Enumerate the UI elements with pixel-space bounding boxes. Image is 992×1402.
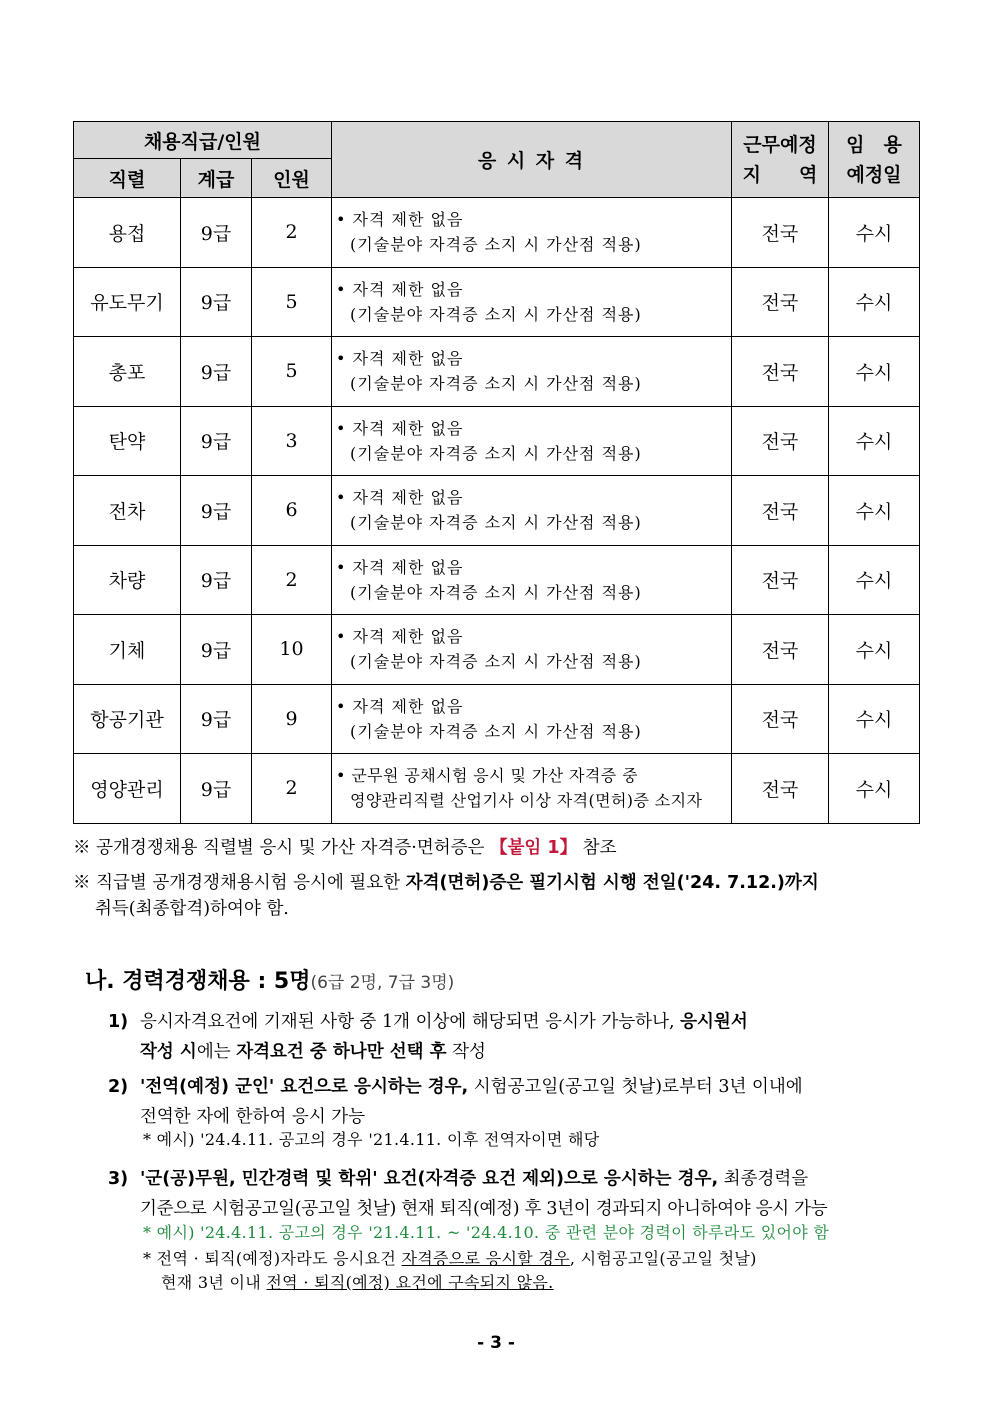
cell-qualification xyxy=(332,684,732,754)
item-1-text-b: 응시원서 xyxy=(680,1012,748,1032)
qual-line1: • 자격 제한 없음 xyxy=(336,210,464,230)
item-3-number: 3) xyxy=(108,1169,129,1189)
cell-grade: 9급 xyxy=(181,615,252,685)
cell-count: 2 xyxy=(252,545,332,615)
item-2 xyxy=(108,1072,920,1132)
item-2-text: 시험공고일(공고일 첫날)로부터 3년 이내에 xyxy=(468,1077,803,1097)
cell-count: 5 xyxy=(252,267,332,337)
header-date-line2: 예정일 xyxy=(846,163,902,186)
cell-date: 수시 xyxy=(829,476,920,546)
note2-text: ※ 직급별 공개경쟁채용시험 응시에 필요한 xyxy=(73,873,406,893)
cell-date: 수시 xyxy=(829,754,920,824)
table-row xyxy=(74,337,920,407)
note1-suffix: 참조 xyxy=(577,838,617,858)
cell-region: 전국 xyxy=(732,406,829,476)
cell-count: 6 xyxy=(252,476,332,546)
header-grade: 계급 xyxy=(181,159,252,198)
note-certificates xyxy=(73,835,616,861)
cell-grade: 9급 xyxy=(181,267,252,337)
header-region xyxy=(732,122,829,198)
cell-count: 2 xyxy=(252,754,332,824)
cell-region: 전국 xyxy=(732,754,829,824)
item-1 xyxy=(108,1007,920,1067)
cell-region: 전국 xyxy=(732,337,829,407)
cell-series: 전차 xyxy=(74,476,181,546)
header-count: 인원 xyxy=(252,159,332,198)
header-date-line1: 임 용 xyxy=(846,133,902,156)
item-2-example: * 예시) '24.4.11. 공고의 경우 '21.4.11. 이후 전역자이면 해당 xyxy=(143,1130,600,1149)
cell-series: 유도무기 xyxy=(74,267,181,337)
qual-line2: (기술분야 자격증 소지 시 가산점 적용) xyxy=(350,721,642,741)
item-3-bold2: (자격증 요건 제외) xyxy=(417,1169,565,1189)
section-title-text: 나. 경력경쟁채용 : 5명 xyxy=(85,969,311,994)
cell-qualification xyxy=(332,545,732,615)
page-number: - 3 - xyxy=(477,1333,515,1353)
item-1-text-c: 작성 시 xyxy=(140,1042,197,1062)
cell-qualification xyxy=(332,198,732,268)
cell-qualification xyxy=(332,337,732,407)
section-title xyxy=(85,964,454,995)
item-1-text-a: 응시자격요건에 기재된 사항 중 1개 이상에 해당되면 응시가 가능하나, xyxy=(140,1012,681,1032)
cell-qualification xyxy=(332,615,732,685)
cell-count: 9 xyxy=(252,684,332,754)
qual-line1: • 자격 제한 없음 xyxy=(336,557,464,577)
note2-bold: 자격(면허)증은 필기시험 시행 전일('24. 7.12.)까지 xyxy=(405,873,819,893)
qual-line2: (기술분야 자격증 소지 시 가산점 적용) xyxy=(350,652,642,672)
cell-grade: 9급 xyxy=(181,406,252,476)
item-2-number: 2) xyxy=(108,1077,129,1097)
item-3-bold3: 으로 응시하는 경우, xyxy=(564,1169,719,1189)
item-3 xyxy=(108,1164,920,1224)
header-region-line1: 근무예정 xyxy=(743,133,817,156)
header-region-line2: 지 역 xyxy=(742,163,818,186)
qual-line1: • 자격 제한 없음 xyxy=(336,279,464,299)
cell-date: 수시 xyxy=(829,198,920,268)
table-row xyxy=(74,198,920,268)
qual-line2: (기술분야 자격증 소지 시 가산점 적용) xyxy=(350,443,642,463)
cell-region: 전국 xyxy=(732,615,829,685)
cell-region: 전국 xyxy=(732,545,829,615)
cell-series: 항공기관 xyxy=(74,684,181,754)
cell-date: 수시 xyxy=(829,545,920,615)
item-1-number: 1) xyxy=(108,1012,129,1032)
cell-series: 기체 xyxy=(74,615,181,685)
item-3-exception-underline2: 전역 · 퇴직(예정) 요건에 구속되지 않음. xyxy=(266,1273,554,1292)
cell-qualification xyxy=(332,754,732,824)
cell-region: 전국 xyxy=(732,198,829,268)
item-3-exception-a: * 전역 · 퇴직(예정)자라도 응시요건 xyxy=(143,1249,402,1268)
item-2-line2: 전역한 자에 한하여 응시 가능 xyxy=(140,1107,366,1127)
qual-line1: • 자격 제한 없음 xyxy=(336,696,464,716)
cell-series: 총포 xyxy=(74,337,181,407)
qual-line2: (기술분야 자격증 소지 시 가산점 적용) xyxy=(350,304,642,324)
cell-grade: 9급 xyxy=(181,476,252,546)
cell-region: 전국 xyxy=(732,476,829,546)
section-title-detail: (6급 2명, 7급 3명) xyxy=(310,973,455,993)
cell-grade: 9급 xyxy=(181,337,252,407)
table-row xyxy=(74,615,920,685)
cell-series: 탄약 xyxy=(74,406,181,476)
cell-count: 2 xyxy=(252,198,332,268)
note1-text: ※ 공개경쟁채용 직렬별 응시 및 가산 자격증·면허증은 xyxy=(73,838,491,858)
cell-date: 수시 xyxy=(829,615,920,685)
cell-count: 5 xyxy=(252,337,332,407)
cell-date: 수시 xyxy=(829,684,920,754)
note-deadline xyxy=(73,870,923,922)
qual-line1: • 자격 제한 없음 xyxy=(336,418,464,438)
cell-series: 차량 xyxy=(74,545,181,615)
qual-line1: • 자격 제한 없음 xyxy=(336,627,464,647)
attachment-reference: 【붙임 1】 xyxy=(490,838,578,858)
qual-line2: (기술분야 자격증 소지 시 가산점 적용) xyxy=(350,513,642,533)
cell-grade: 9급 xyxy=(181,198,252,268)
cell-series: 영양관리 xyxy=(74,754,181,824)
qual-line2: (기술분야 자격증 소지 시 가산점 적용) xyxy=(350,582,642,602)
item-1-text-e: 자격요건 중 하나만 선택 후 xyxy=(236,1042,447,1062)
cell-qualification xyxy=(332,476,732,546)
header-date xyxy=(829,122,920,198)
cell-date: 수시 xyxy=(829,406,920,476)
qual-line1: • 자격 제한 없음 xyxy=(336,488,464,508)
table-row xyxy=(74,476,920,546)
cell-count: 3 xyxy=(252,406,332,476)
table-row xyxy=(74,406,920,476)
cell-date: 수시 xyxy=(829,267,920,337)
cell-grade: 9급 xyxy=(181,684,252,754)
item-3-bold1: '군(공)무원, 민간경력 및 학위' 요건 xyxy=(140,1169,418,1189)
cell-region: 전국 xyxy=(732,684,829,754)
note2-line2: 취득(최종합격)하여야 함. xyxy=(95,899,289,919)
qual-line2: (기술분야 자격증 소지 시 가산점 적용) xyxy=(350,235,642,255)
table-row xyxy=(74,545,920,615)
header-series: 직렬 xyxy=(74,159,181,198)
cell-region: 전국 xyxy=(732,267,829,337)
cell-series: 용접 xyxy=(74,198,181,268)
header-group: 채용직급/인원 xyxy=(74,122,332,159)
item-2-bold: '전역(예정) 군인' 요건으로 응시하는 경우, xyxy=(140,1077,469,1097)
table-row xyxy=(74,684,920,754)
cell-grade: 9급 xyxy=(181,754,252,824)
item-3-exception-underline: 자격증으로 응시할 경우 xyxy=(401,1249,570,1268)
item-3-exception-c: 현재 3년 이내 xyxy=(161,1273,267,1292)
cell-qualification xyxy=(332,267,732,337)
item-1-text-f: 작성 xyxy=(446,1042,486,1062)
cell-qualification xyxy=(332,406,732,476)
qual-line1: • 자격 제한 없음 xyxy=(336,349,464,369)
header-qualification: 응 시 자 격 xyxy=(332,122,732,198)
cell-date: 수시 xyxy=(829,337,920,407)
table-row xyxy=(74,267,920,337)
item-3-exception xyxy=(143,1247,757,1295)
cell-grade: 9급 xyxy=(181,545,252,615)
qual-line2: (기술분야 자격증 소지 시 가산점 적용) xyxy=(350,374,642,394)
item-1-text-d: 에는 xyxy=(196,1042,237,1062)
table-row xyxy=(74,754,920,824)
recruitment-table xyxy=(73,121,920,824)
item-3-exception-b: , 시험공고일(공고일 첫날) xyxy=(569,1249,757,1268)
qual-line1: • 군무원 공채시험 응시 및 가산 자격증 중 xyxy=(336,766,638,786)
item-3-example: * 예시) '24.4.11. 공고의 경우 '21.4.11. ~ '24.4.10. 중 관련 분야 경력이 하루라도 있어야 함 xyxy=(143,1223,830,1242)
item-3-text: 최종경력을 xyxy=(718,1169,809,1189)
item-3-line2: 기준으로 시험공고일(공고일 첫날) 현재 퇴직(예정) 후 3년이 경과되지 아니하여야 응시 가능 xyxy=(140,1199,828,1219)
qual-line2: 영양관리직렬 산업기사 이상 자격(면허)증 소지자 xyxy=(350,791,703,811)
cell-count: 10 xyxy=(252,615,332,685)
